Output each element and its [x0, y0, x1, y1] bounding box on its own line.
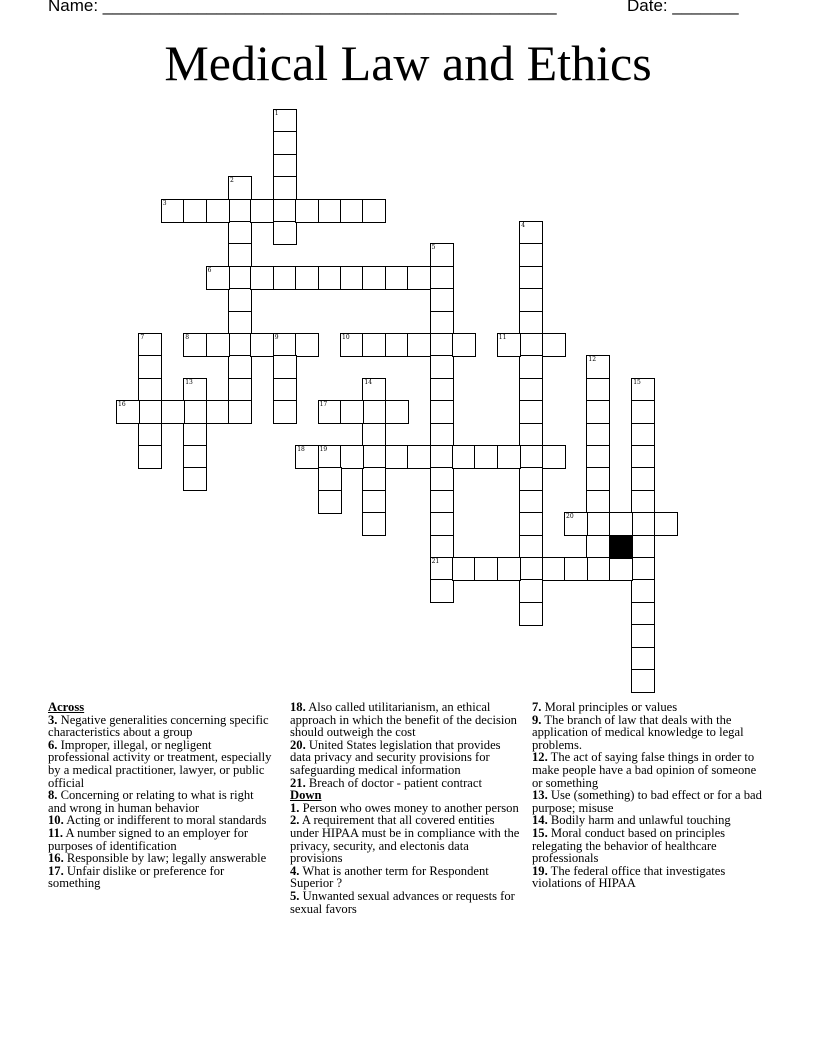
grid-cell[interactable]	[206, 199, 230, 223]
grid-cell[interactable]	[228, 243, 252, 267]
grid-cell[interactable]	[519, 400, 543, 424]
grid-cell[interactable]	[340, 445, 364, 469]
clue-item	[532, 827, 766, 865]
grid-cell[interactable]	[228, 378, 252, 402]
grid-cell[interactable]	[295, 266, 319, 290]
grid-cell[interactable]	[340, 266, 364, 290]
grid-cell[interactable]	[631, 512, 655, 536]
cell-number: 7	[140, 334, 145, 341]
grid-cell[interactable]	[497, 445, 521, 469]
grid-cell[interactable]	[631, 579, 655, 603]
cell-number: 11	[498, 334, 507, 341]
grid-cell[interactable]	[586, 535, 610, 559]
grid-cell[interactable]	[385, 266, 409, 290]
cell-number: 18	[297, 446, 305, 453]
clue-item	[290, 814, 524, 864]
cell-number: 21	[431, 558, 440, 565]
cell-number: 10	[342, 334, 350, 341]
cell-number: 17	[319, 401, 328, 409]
clue-text: The branch of law that deals with the application of medical knowledge to legal problems.	[532, 712, 744, 752]
grid-cell[interactable]	[519, 445, 543, 469]
clue-text: Concerning or relating to what is right and wrong in human behavior	[48, 788, 254, 815]
grid-cell[interactable]	[228, 355, 252, 379]
clue-item	[48, 739, 274, 789]
grid-cell[interactable]	[273, 154, 297, 178]
grid-cell[interactable]	[430, 333, 454, 357]
clue-text: Unwanted sexual advances or requests for sexual favors	[290, 888, 515, 916]
grid-cell[interactable]	[631, 467, 655, 491]
clue-item	[290, 777, 524, 790]
grid-cell[interactable]	[586, 512, 610, 536]
clue-item	[48, 714, 274, 739]
grid-cell[interactable]	[362, 266, 386, 290]
grid-cell[interactable]	[362, 199, 386, 223]
clue-text: Negative generalities concerning specific characteristics about a group	[48, 712, 269, 740]
grid-cell[interactable]	[362, 333, 386, 357]
grid-cell[interactable]	[519, 602, 543, 626]
grid-cell[interactable]	[385, 333, 409, 357]
grid-cell[interactable]	[340, 199, 364, 223]
cell-number: 19	[319, 446, 328, 453]
clue-column-3	[532, 701, 766, 890]
grid-cell[interactable]	[430, 579, 454, 603]
grid-cell[interactable]	[138, 355, 162, 379]
grid-cell[interactable]	[273, 378, 297, 402]
grid-cell[interactable]	[318, 266, 342, 290]
cell-number: 9	[274, 334, 279, 341]
clue-number: 4.	[290, 863, 300, 878]
grid-cell[interactable]	[519, 535, 543, 559]
clue-column-1	[48, 701, 274, 890]
clue-item	[48, 827, 274, 852]
cell-number: 12	[588, 356, 597, 364]
clue-item	[532, 751, 766, 789]
grid-cell[interactable]	[295, 333, 319, 357]
clue-column-2	[290, 701, 524, 915]
grid-cell[interactable]	[273, 176, 297, 200]
grid-cell[interactable]	[138, 400, 162, 424]
grid-cell[interactable]	[362, 467, 386, 491]
grid-cell[interactable]	[631, 602, 655, 626]
clue-number: 21.	[290, 775, 306, 790]
grid-cell[interactable]	[228, 288, 252, 312]
clue-text: Acting or indifferent to moral standards	[63, 813, 267, 828]
clue-text: A number signed to an employer for purposes of identification	[48, 825, 249, 853]
clue-number: 10.	[48, 813, 64, 828]
grid-cell[interactable]	[430, 445, 454, 469]
grid-cell[interactable]	[362, 400, 386, 424]
clue-number: 1.	[290, 800, 300, 815]
cell-number: 3	[162, 199, 167, 207]
clue-number: 3.	[48, 712, 58, 727]
clue-number: 9.	[532, 712, 542, 727]
page-title: Medical Law and Ethics	[164, 35, 652, 91]
cell-number: 8	[185, 334, 190, 341]
cell-number: 1	[274, 110, 279, 117]
grid-cell[interactable]	[631, 669, 655, 693]
grid-cell[interactable]	[228, 221, 252, 245]
grid-cell[interactable]	[228, 400, 252, 424]
grid-cell[interactable]	[250, 199, 274, 223]
grid-cell[interactable]	[586, 445, 610, 469]
grid-cell[interactable]	[340, 400, 364, 424]
grid-cell[interactable]	[631, 557, 655, 581]
grid-cell[interactable]	[586, 490, 610, 514]
clue-text: Improper, illegal, or negligent professional activity or treatment, especially by a medical practitioner, lawyer, or public official	[48, 737, 272, 790]
clue-item	[48, 789, 274, 814]
clue-number: 11.	[48, 825, 64, 840]
date-field-label[interactable]: Date: _______	[627, 0, 739, 15]
grid-cell[interactable]	[273, 199, 297, 223]
grid-cell[interactable]	[519, 557, 543, 581]
clue-item	[290, 865, 524, 890]
grid-cell[interactable]	[407, 445, 431, 469]
clue-number: 2.	[290, 813, 300, 828]
clue-number: 17.	[48, 863, 64, 878]
grid-cell[interactable]	[430, 467, 454, 491]
grid-cell[interactable]	[519, 288, 543, 312]
cell-number: 6	[207, 266, 212, 274]
grid-cell[interactable]	[452, 445, 476, 469]
grid-cell[interactable]	[519, 266, 543, 290]
clue-number: 16.	[48, 851, 64, 866]
grid-cell[interactable]	[430, 266, 454, 290]
clue-number: 5.	[290, 888, 300, 903]
grid-cell[interactable]	[318, 199, 342, 223]
clue-text: Also called utilitarianism, an ethical approach in which the benefit of the decision should outweigh the cost	[290, 700, 517, 740]
grid-cell[interactable]	[542, 333, 566, 357]
grid-cell[interactable]	[519, 512, 543, 536]
clue-text: A requirement that all covered entities under HIPAA must be in compliance with the privacy, security, and electonis data provisions	[290, 813, 520, 866]
clue-text: Breach of doctor - patient contract	[305, 775, 482, 790]
grid-cell[interactable]	[183, 400, 207, 424]
grid-cell[interactable]	[519, 490, 543, 514]
grid-cell[interactable]	[250, 266, 274, 290]
grid-cell[interactable]	[474, 445, 498, 469]
grid-cell[interactable]	[519, 378, 543, 402]
grid-cell[interactable]	[631, 535, 655, 559]
clue-item	[290, 890, 524, 915]
grid-cell[interactable]	[362, 512, 386, 536]
grid-cell[interactable]	[430, 355, 454, 379]
grid-cell[interactable]	[586, 400, 610, 424]
clue-text: Person who owes money to another person	[299, 800, 519, 815]
grid-cell[interactable]	[452, 333, 476, 357]
grid-cell[interactable]	[519, 423, 543, 447]
grid-cell[interactable]	[430, 535, 454, 559]
clue-text: What is another term for Respondent Superior ?	[290, 863, 489, 891]
grid-cell[interactable]	[586, 467, 610, 491]
grid-cell[interactable]	[631, 400, 655, 424]
grid-cell[interactable]	[430, 423, 454, 447]
grid-cell[interactable]	[519, 311, 543, 335]
grid-cell[interactable]	[564, 557, 588, 581]
grid-cell[interactable]	[631, 423, 655, 447]
clue-item	[532, 714, 766, 752]
cell-number: 5	[431, 244, 436, 252]
grid-cell[interactable]	[161, 400, 185, 424]
clue-text: Bodily harm and unlawful touching	[547, 813, 731, 828]
cell-number: 13	[185, 378, 193, 386]
grid-cell[interactable]	[183, 445, 207, 469]
cell-number: 15	[633, 378, 641, 386]
grid-cell[interactable]	[519, 467, 543, 491]
grid-cell[interactable]	[430, 512, 454, 536]
blocked-cell	[609, 535, 633, 559]
grid-cell[interactable]	[228, 311, 252, 335]
grid-cell[interactable]	[183, 467, 207, 491]
grid-cell[interactable]	[138, 423, 162, 447]
grid-cell[interactable]	[206, 333, 230, 357]
clue-number: 13.	[532, 788, 548, 803]
clue-number: 19.	[532, 863, 548, 878]
grid-cell[interactable]	[228, 199, 252, 223]
clue-text: United States legislation that provides data privacy and security provisions for safeguarding medical information	[290, 737, 501, 777]
grid-cell[interactable]	[654, 512, 678, 536]
cell-number: 16	[118, 401, 126, 409]
grid-cell[interactable]	[362, 423, 386, 447]
clue-text: Unfair dislike or preference for something	[48, 863, 225, 891]
grid-cell[interactable]	[519, 355, 543, 379]
grid-cell[interactable]	[631, 490, 655, 514]
clue-number: 8.	[48, 788, 58, 803]
grid-cell[interactable]	[631, 647, 655, 671]
grid-cell[interactable]	[138, 445, 162, 469]
clue-number: 7.	[532, 700, 542, 714]
grid-cell[interactable]	[318, 490, 342, 514]
cell-number: 4	[521, 222, 526, 229]
name-field-label[interactable]: Name: ________________________________________________	[48, 0, 557, 15]
clue-text: Responsible by law; legally answerable	[63, 851, 267, 866]
grid-cell[interactable]	[362, 490, 386, 514]
grid-cell[interactable]	[273, 131, 297, 155]
grid-cell[interactable]	[206, 400, 230, 424]
grid-cell[interactable]	[497, 557, 521, 581]
grid-cell[interactable]	[631, 624, 655, 648]
grid-cell[interactable]	[586, 557, 610, 581]
grid-cell[interactable]	[273, 400, 297, 424]
grid-cell[interactable]	[362, 445, 386, 469]
grid-cell[interactable]	[519, 243, 543, 267]
clue-number: 14.	[532, 813, 548, 828]
clue-text: Moral principles or values	[541, 700, 678, 714]
grid-cell[interactable]	[631, 445, 655, 469]
grid-cell[interactable]	[542, 445, 566, 469]
grid-cell[interactable]	[183, 423, 207, 447]
clue-number: 20.	[290, 737, 306, 752]
grid-cell[interactable]	[407, 333, 431, 357]
grid-cell[interactable]	[474, 557, 498, 581]
clue-item	[290, 739, 524, 777]
clue-number: 6.	[48, 737, 58, 752]
cell-number: 14	[364, 378, 373, 386]
clue-text: Use (something) to bad effect or for a bad purpose; misuse	[532, 788, 762, 815]
grid-cell[interactable]	[430, 311, 454, 335]
clue-text: Moral conduct based on principles relegating the behavior of healthcare professionals	[532, 825, 726, 866]
grid-cell[interactable]	[430, 288, 454, 312]
grid-cell[interactable]	[183, 199, 207, 223]
grid-cell[interactable]	[542, 557, 566, 581]
clue-text: The federal office that investigates violations of HIPAA	[532, 863, 726, 891]
grid-cell[interactable]	[586, 378, 610, 402]
grid-cell[interactable]	[430, 490, 454, 514]
clue-text: The act of saying false things in order to make people have a bad opinion of someone or something	[532, 750, 757, 790]
grid-cell[interactable]	[385, 400, 409, 424]
grid-cell[interactable]	[273, 221, 297, 245]
grid-cell[interactable]	[519, 333, 543, 357]
clue-number: 12.	[532, 750, 548, 765]
grid-cell[interactable]	[586, 423, 610, 447]
clue-number: 18.	[290, 700, 306, 714]
clue-item	[532, 865, 766, 890]
grid-cell[interactable]	[407, 266, 431, 290]
clue-item	[290, 701, 524, 739]
grid-cell[interactable]	[519, 579, 543, 603]
grid-cell[interactable]	[452, 557, 476, 581]
grid-cell[interactable]	[228, 333, 252, 357]
grid-cell[interactable]	[609, 557, 633, 581]
clue-item	[48, 865, 274, 890]
grid-cell[interactable]	[228, 266, 252, 290]
cell-number: 20	[566, 513, 574, 521]
grid-cell[interactable]	[318, 467, 342, 491]
grid-cell[interactable]	[250, 333, 274, 357]
grid-cell[interactable]	[385, 445, 409, 469]
grid-cell[interactable]	[273, 355, 297, 379]
clue-section-heading: Across	[48, 700, 85, 714]
cell-number: 2	[230, 177, 234, 185]
grid-cell[interactable]	[295, 199, 319, 223]
grid-cell[interactable]	[273, 266, 297, 290]
grid-cell[interactable]	[430, 378, 454, 402]
grid-cell[interactable]	[430, 400, 454, 424]
clue-item	[532, 789, 766, 814]
grid-cell[interactable]	[138, 378, 162, 402]
grid-cell[interactable]	[609, 512, 633, 536]
clue-number: 15.	[532, 825, 548, 840]
clue-section-heading: Down	[290, 788, 322, 803]
